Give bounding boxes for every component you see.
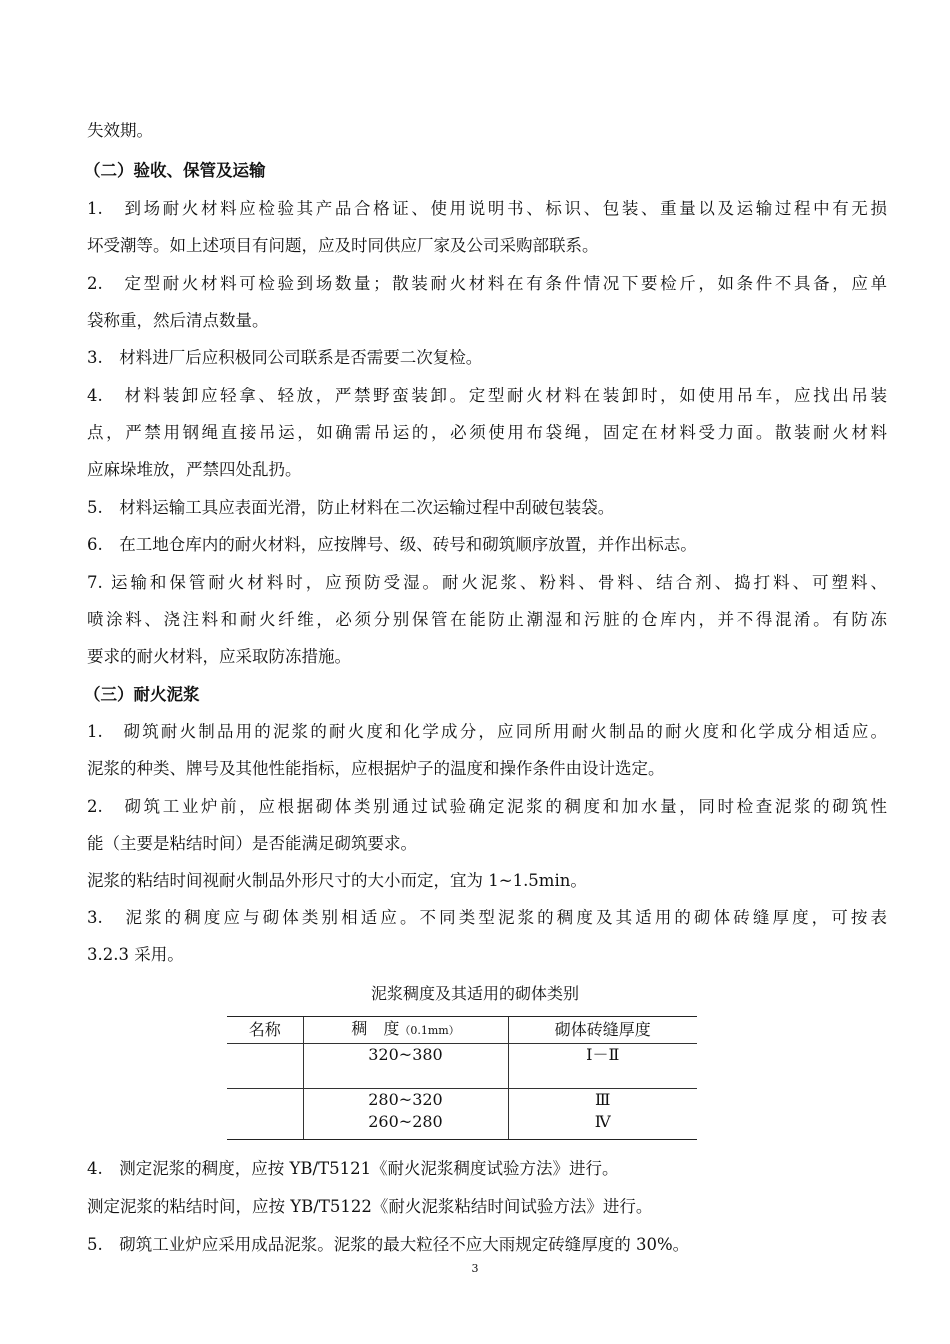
header-name: 名称 [227, 1017, 303, 1044]
table-caption: 泥浆稠度及其适用的砌体类别 [370, 984, 579, 1003]
text-line: 泥浆的粘结时间视耐火制品外形尺寸的大小而定，宜为 1~1.5min。 [87, 871, 587, 890]
text-line: 失效期。 [87, 121, 153, 140]
header-consistency-label: 稠 度 [351, 1019, 400, 1038]
consistency-value: 260~280 [368, 1112, 443, 1131]
text-line: 4. 测定泥浆的稠度，应按 YB/T5121《耐火泥浆稠度试验方法》进行。 [87, 1159, 619, 1178]
table-header-row [227, 1017, 697, 1044]
text-line: 要求的耐火材料，应采取防冻措施。 [87, 647, 351, 666]
text-line: 5. 材料运输工具应表面光滑，防止材料在二次运输过程中刮破包装袋。 [87, 498, 615, 517]
header-consistency-unit: （0.1mm） [399, 1024, 460, 1037]
text-line: 7. 运输和保管耐火材料时，应预防受湿。耐火泥浆、粉料、骨料、结合剂、捣打料、可塑料、 [87, 573, 887, 592]
text-line: 5. 砌筑工业炉应采用成品泥浆。泥浆的最大粒径不应大雨规定砖缝厚度的 30%。 [87, 1235, 690, 1254]
text-line: 坏受潮等。如上述项目有问题，应及时同供应厂家及公司采购部联系。 [87, 236, 599, 255]
header-joint: 砌体砖缝厚度 [508, 1017, 697, 1044]
text-line: 能（主要是粘结时间）是否能满足砌筑要求。 [87, 834, 417, 853]
text-line: 1. 砌筑耐火制品用的泥浆的耐火度和化学成分，应同所用耐火制品的耐火度和化学成分相适应。 [87, 722, 887, 741]
text-line: 袋称重，然后清点数量。 [87, 311, 269, 330]
table-cell [303, 1089, 508, 1140]
table-cell [227, 1044, 303, 1089]
text-line: 4. 材料装卸应轻拿、轻放，严禁野蛮装卸。定型耐火材料在装卸时，如使用吊车，应找出吊装 [87, 386, 887, 405]
table-cell [508, 1044, 697, 1089]
table-row [227, 1089, 697, 1140]
text-line: 3. 泥浆的稠度应与砌体类别相适应。不同类型泥浆的稠度及其适用的砌体砖缝厚度，可按表 [87, 908, 887, 927]
table-cell [303, 1044, 508, 1089]
text-line: 点，严禁用钢绳直接吊运，如确需吊运的，必须使用布袋绳，固定在材料受力面。散装耐火材料 [87, 423, 887, 442]
text-line: 测定泥浆的粘结时间，应按 YB/T5122《耐火泥浆粘结时间试验方法》进行。 [87, 1197, 653, 1216]
table-cell [227, 1089, 303, 1140]
text-line: 应麻垛堆放，严禁四处乱扔。 [87, 460, 302, 479]
text-line: 2. 定型耐火材料可检验到场数量；散装耐火材料在有条件情况下要检斤，如条件不具备，应单 [87, 274, 887, 293]
table-cell [508, 1089, 697, 1140]
text-line: 2. 砌筑工业炉前，应根据砌体类别通过试验确定泥浆的稠度和加水量，同时检查泥浆的砌筑性 [87, 797, 887, 816]
text-line: 泥浆的种类、牌号及其他性能指标，应根据炉子的温度和操作条件由设计选定。 [87, 759, 665, 778]
joint-value: Ⅰ－Ⅱ [586, 1045, 620, 1064]
consistency-value: 320~380 [368, 1045, 443, 1064]
text-line: 3.2.3 采用。 [87, 945, 184, 964]
joint-value: Ⅲ [595, 1090, 611, 1109]
text-line: 6. 在工地仓库内的耐火材料，应按牌号、级、砖号和砌筑顺序放置，并作出标志。 [87, 535, 697, 554]
text-line: 1. 到场耐火材料应检验其产品合格证、使用说明书、标识、包装、重量以及运输过程中有无损 [87, 199, 887, 218]
text-line: 喷涂料、浇注料和耐火纤维，必须分别保管在能防止潮湿和污脏的仓库内，并不得混淆。有防冻 [87, 610, 887, 629]
table-row [227, 1044, 697, 1089]
section-heading: （三）耐火泥浆 [84, 685, 200, 704]
consistency-value: 280~320 [368, 1090, 443, 1109]
text-line: 3. 材料进厂后应积极同公司联系是否需要二次复检。 [87, 348, 483, 367]
header-consistency [303, 1017, 508, 1044]
joint-value: Ⅳ [594, 1112, 611, 1131]
page-number: 3 [471, 1262, 479, 1275]
section-heading: （二）验收、保管及运输 [84, 161, 266, 180]
consistency-table [227, 1016, 697, 1140]
